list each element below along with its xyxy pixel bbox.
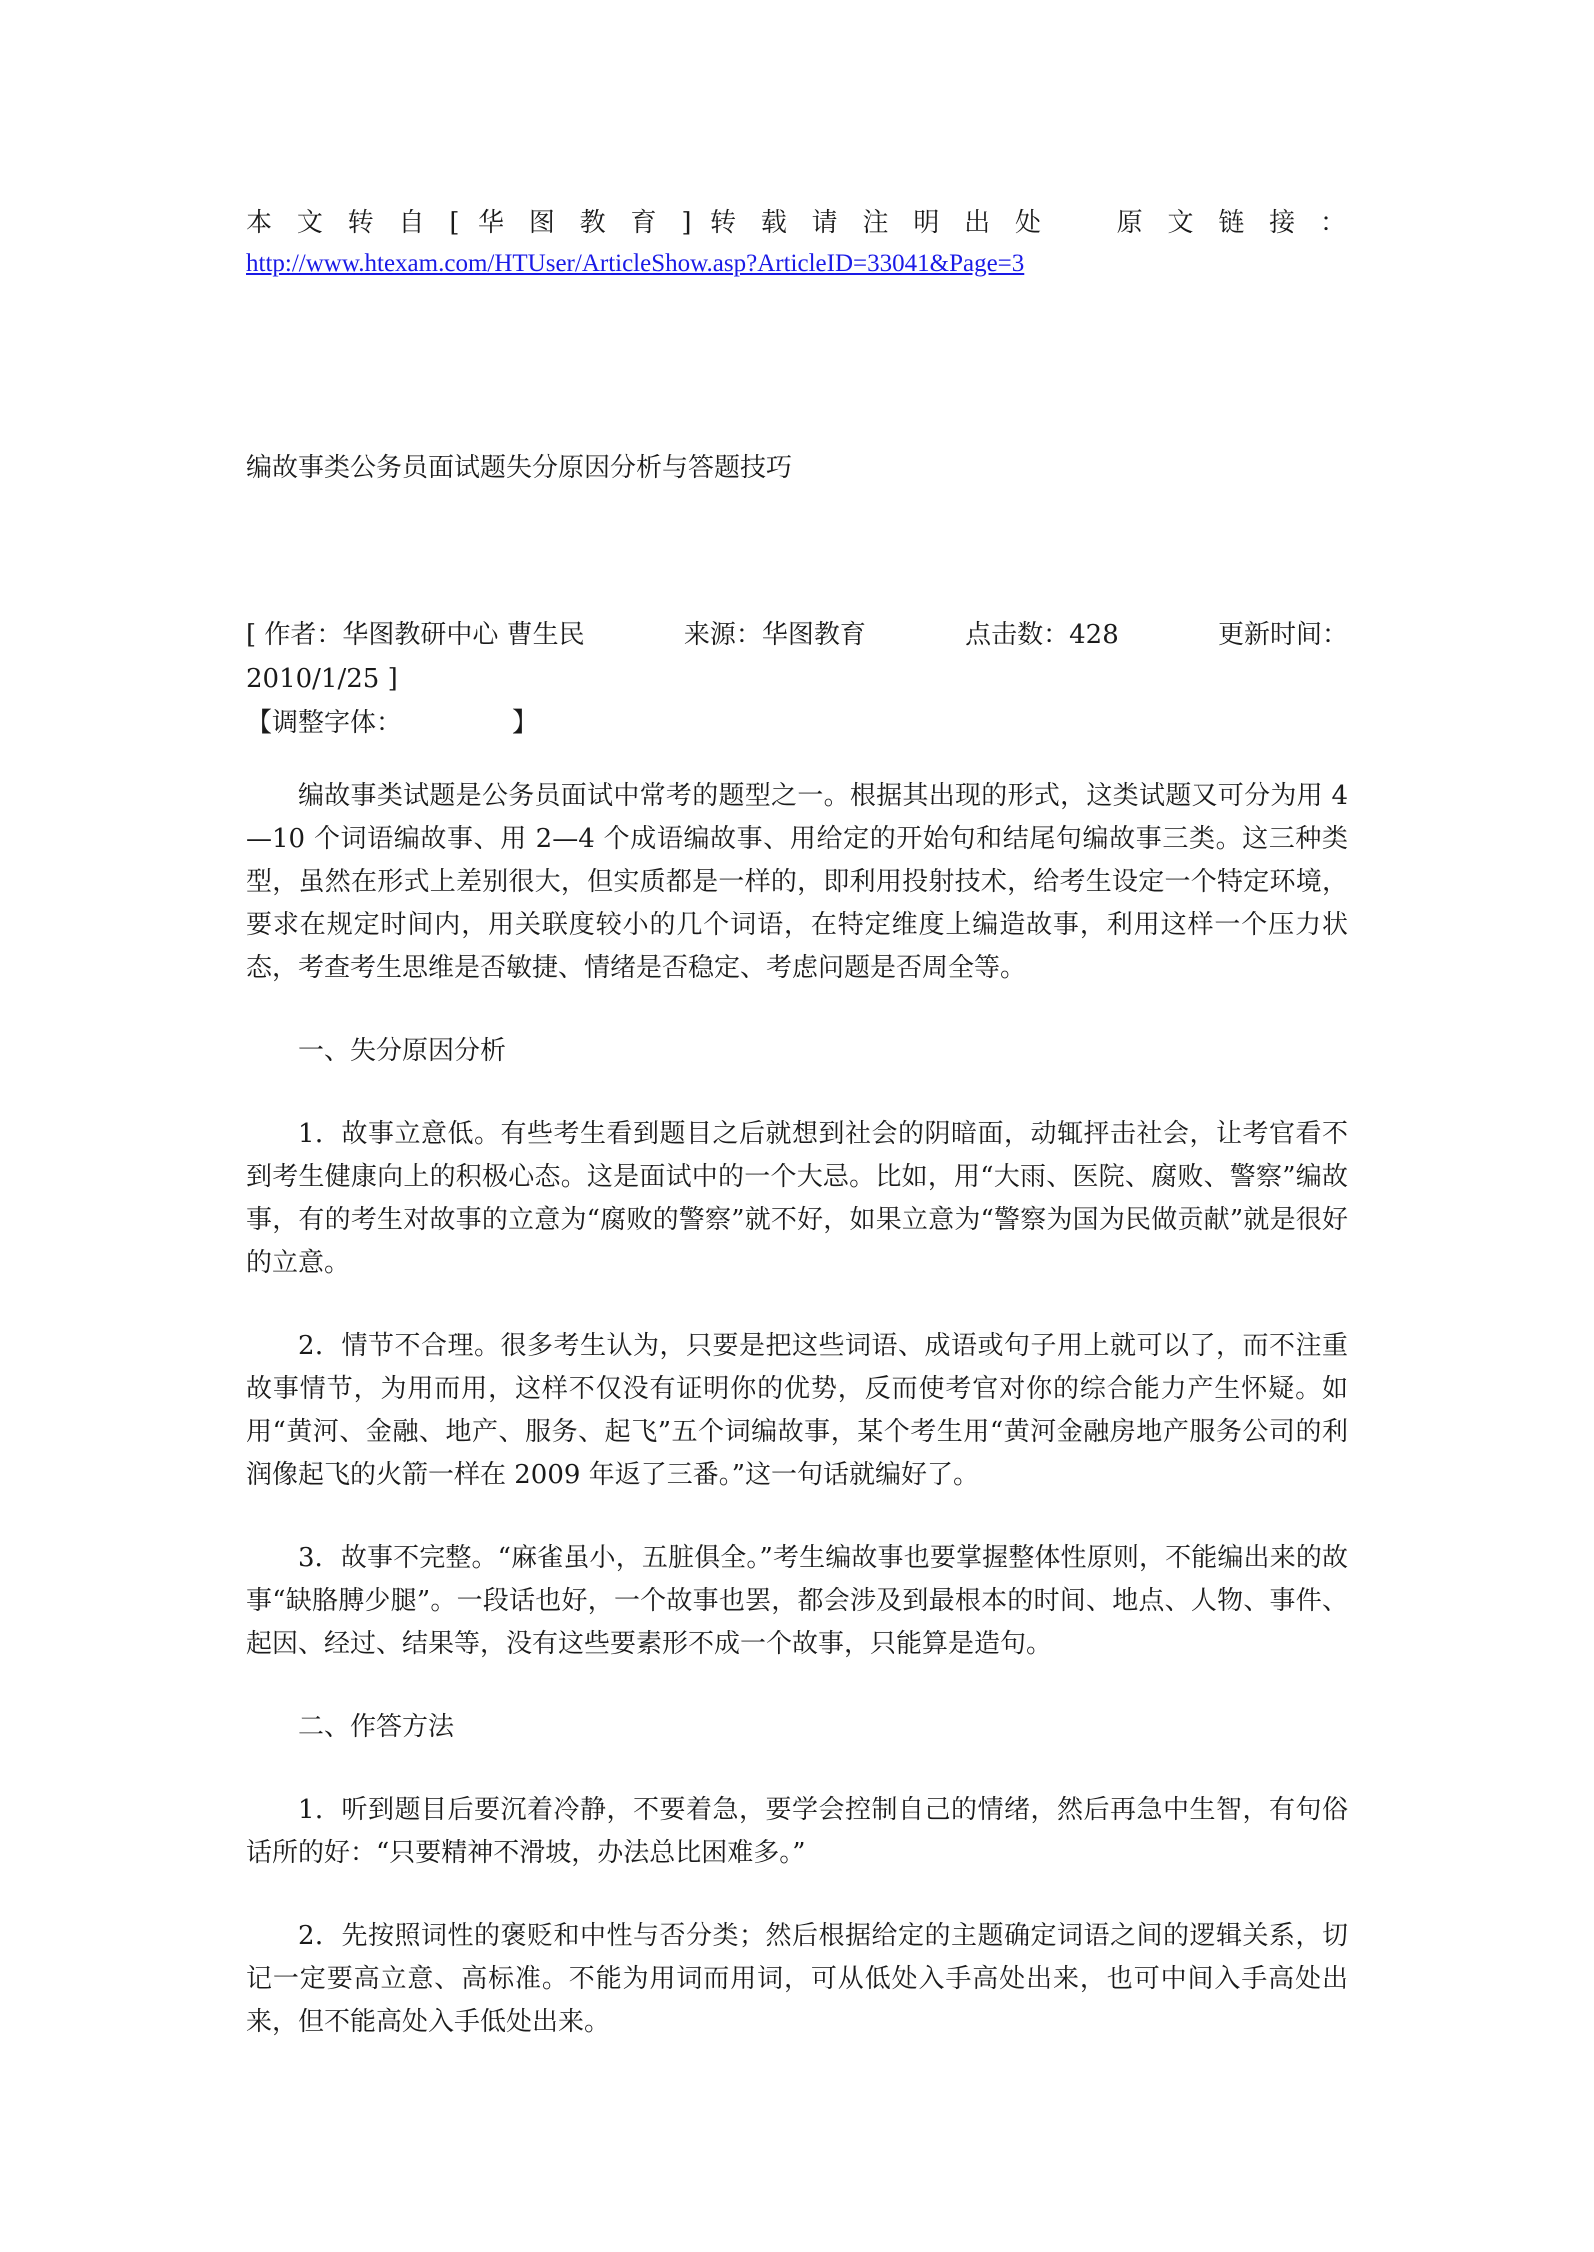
- section1-paragraph-1: 1．故事立意低。有些考生看到题目之后就想到社会的阴暗面，动辄抨击社会，让考官看不到考生健康向上的积极心态。这是面试中的一个大忌。比如，用“大雨、医院、腐败、警察”编故事，有的考生对故事的立意为“腐败的警察”就不好，如果立意为“警察为国为民做贡献”就是很好的立意。: [246, 1119, 1348, 1278]
- meta-updated-label: 更新时间：: [1217, 620, 1348, 650]
- section1-paragraph-2: 2．情节不合理。很多考生认为，只要是把这些词语、成语或句子用上就可以了，而不注重故事情节，为用而用，这样不仅没有证明你的优势，反而使考官对你的综合能力产生怀疑。如用“黄河、金融、地产、服务、起飞”五个词编故事，某个考生用“黄河金融房地产服务公司的利润像起飞的火箭一样在 2009 年返了三番。”这一句话就编好了。: [246, 1331, 1348, 1490]
- section2-paragraph-1: 1．听到题目后要沉着冷静，不要着急，要学会控制自己的情绪，然后再急中生智，有句俗话所的好：“只要精神不滑坡，办法总比困难多。”: [246, 1795, 1348, 1868]
- source-note: 本 文 转 自 [ 华 图 教 育 ] 转 载 请 注 明 出 处 原 文 链 接 ：: [246, 208, 1348, 238]
- font-adjust-label: 【调整字体：: [246, 708, 403, 738]
- meta-author: [ 作者：华图教研中心 曹生民: [246, 620, 585, 650]
- section-heading-1: 一、失分原因分析: [298, 1036, 507, 1066]
- meta-row: [246, 613, 1348, 657]
- article-body: [246, 775, 1348, 2084]
- section1-paragraph-3: 3．故事不完整。“麻雀虽小，五脏俱全。”考生编故事也要掌握整体性原则，不能编出来的故事“缺胳膊少腿”。一段话也好，一个故事也罢，都会涉及到最根本的时间、地点、人物、事件、起因、经过、结果等，没有这些要素形不成一个故事，只能算是造句。: [246, 1543, 1348, 1659]
- meta-updated-value: 2010/1/25 ]: [246, 664, 398, 694]
- section-heading-2: 二、作答方法: [298, 1712, 455, 1742]
- font-adjust-close: 】: [512, 708, 539, 738]
- meta-source: 来源：华图教育: [683, 620, 866, 650]
- source-link[interactable]: http://www.htexam.com/HTUser/ArticleShow.asp?ArticleID=33041&Page=3: [246, 250, 1025, 277]
- article-meta: [246, 613, 1348, 745]
- section2-paragraph-2: 2．先按照词性的褒贬和中性与否分类；然后根据给定的主题确定词语之间的逻辑关系，切记一定要高立意、高标准。不能为用词而用词，可从低处入手高处出来，也可中间入手高处出来，但不能高处入手低处出来。: [246, 1921, 1348, 2037]
- font-adjust-control: [246, 701, 1348, 745]
- intro-paragraph: 编故事类试题是公务员面试中常考的题型之一。根据其出现的形式，这类试题又可分为用 4—10 个词语编故事、用 2—4 个成语编故事、用给定的开始句和结尾句编故事三类。这三种类型，虽然在形式上差别很大，但实质都是一样的，即利用投射技术，给考生设定一个特定环境，要求在规定时间内，用关联度较小的几个词语，在特定维度上编造故事，利用这样一个压力状态，考查考生思维是否敏捷、情绪是否稳定、考虑问题是否周全等。: [246, 781, 1348, 983]
- article-title: 编故事类公务员面试题失分原因分析与答题技巧: [246, 453, 793, 483]
- meta-clicks: 点击数：428: [965, 620, 1119, 650]
